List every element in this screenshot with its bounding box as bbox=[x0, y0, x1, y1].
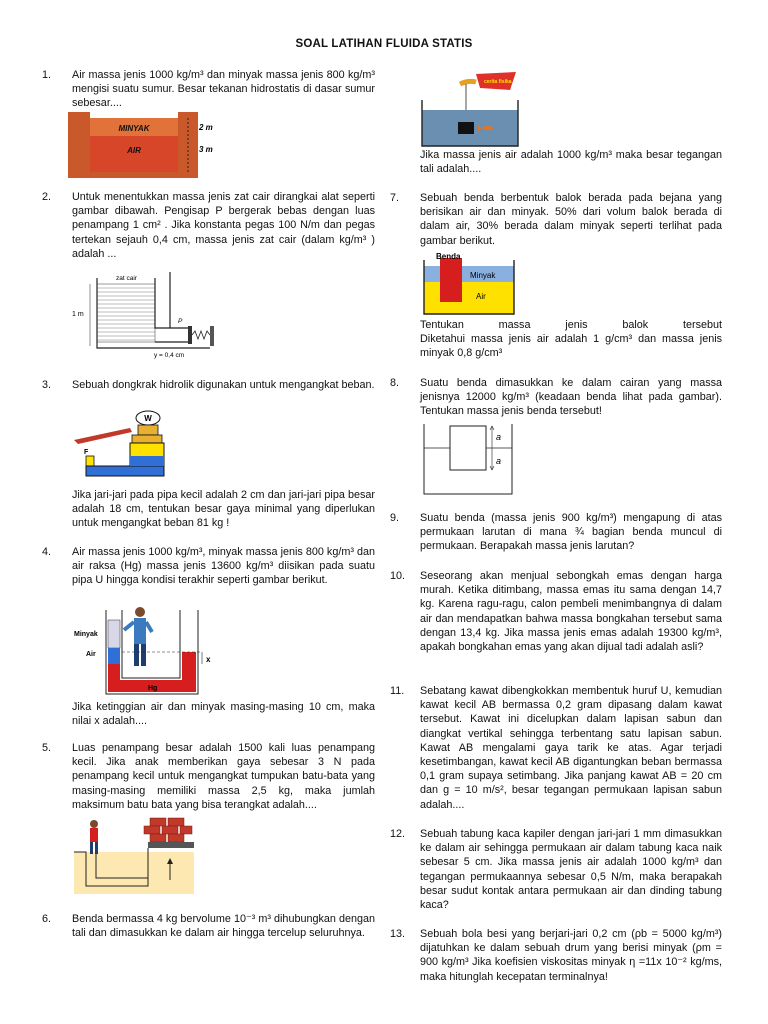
block bbox=[450, 426, 486, 470]
question-number: 3. bbox=[42, 379, 52, 391]
question-number: 5. bbox=[42, 742, 52, 754]
benda-label: Benda bbox=[436, 252, 461, 261]
question-number: 10. bbox=[390, 570, 406, 582]
page-title: SOAL LATIHAN FLUIDA STATIS bbox=[295, 38, 473, 50]
question-6 bbox=[42, 912, 375, 940]
brick-lift-figure bbox=[72, 816, 202, 896]
block bbox=[458, 122, 474, 134]
question-number: 11. bbox=[390, 685, 405, 697]
question-3 bbox=[42, 378, 375, 392]
question-7 bbox=[390, 191, 722, 248]
water-label: AIR bbox=[127, 146, 141, 155]
height-label-2: 3 m bbox=[199, 145, 213, 154]
question-5 bbox=[42, 741, 375, 812]
question-number: 1. bbox=[42, 69, 52, 81]
question-8 bbox=[390, 376, 722, 419]
question-text: Suatu benda dimasukkan ke dalam cairan yang massa jenisnya 12000 kg/m³ (keadaan benda lihat pada gambar). Tentukan massa jenis benda tersebut! bbox=[420, 377, 722, 418]
question-12 bbox=[390, 827, 722, 912]
water-column bbox=[108, 648, 120, 664]
water-label: Air bbox=[86, 651, 96, 658]
question-11 bbox=[390, 684, 722, 812]
piston-label: P bbox=[178, 318, 183, 325]
oil-column bbox=[108, 620, 120, 648]
liquid-label: zat cair bbox=[116, 275, 137, 282]
weight-label: W bbox=[144, 414, 152, 423]
question-number: 2. bbox=[42, 191, 52, 203]
x-label: x bbox=[206, 655, 211, 664]
question-text: Sebuah dongkrak hidrolik digunakan untuk mengangkat beban. bbox=[72, 379, 375, 391]
a-label-bottom: a bbox=[496, 456, 502, 466]
piston-p bbox=[188, 326, 192, 344]
question-4 bbox=[42, 545, 375, 588]
person-icon bbox=[124, 607, 152, 666]
question-text: Sebatang kawat dibengkokkan membentuk huruf U, kemudian kawat kecil AB bermassa 0,2 gram dipasang dalam kawat tersebut. Kawat ini dicelupkan dalam lapisan sabun dan diangkat vertikal sehingga terbentang satu lapisan sabun. Kawat AB mengalami gaya tarik ke atas. Agar terjadi kesetimbangan, kawat kecil AB digantungkan beban bermassa 0,1 gram supaya setimbang. Jika panjang kawat AB = 20 cm dan g = 10 m/s², besar tegangan permukaan lapisan sabun adalah.... bbox=[420, 685, 722, 811]
question-text: Untuk menentukkan massa jenis zat cair dirangkai alat seperti gambar dibawah. Pengisap P bergerak bebas dengan luas penampang 1 cm² . Jika konstanta pegas 100 N/m dan pegas tertekan sejauh 0,4 cm, massa jenis zat cair (dalam kg/m³ ) adalah ... bbox=[72, 191, 375, 260]
brand-logo bbox=[476, 72, 516, 90]
oil-label: MINYAK bbox=[118, 124, 150, 133]
height-label: 1 m bbox=[72, 311, 84, 318]
question-text: Sebuah benda berbentuk balok berada pada bejana yang berisikan air dan minyak. 50% dari volum balok berada di dalam air, 30% berada dalam minyak seperti terlihat pada gambar berikut. bbox=[420, 192, 722, 247]
force-label: F bbox=[84, 449, 89, 456]
minyak-label: Minyak bbox=[470, 271, 496, 280]
block-oil-water-figure bbox=[420, 250, 520, 318]
mercury-label: Hg bbox=[148, 685, 158, 692]
question-text: Luas penampang besar adalah 1500 kali luas penampang kecil. Jika anak memberikan gaya sebesar 3 N pada penampang kecil untuk mengangkat tumpukan batu-bata yang masing-masing memiliki massa 2,5 kg, maka jumlah maksimum batu bata yang bisa terangkat adalah.... bbox=[72, 742, 375, 811]
question-3-caption: Jika jari-jari pada pipa kecil adalah 2 cm dan jari-jari pipa besar adalah 18 cm, tentukan besar gaya minimal yang diperlukan untuk mengangkat beban 81 kg ! bbox=[72, 489, 375, 530]
spring bbox=[192, 331, 210, 339]
hydraulic-jack-figure bbox=[74, 410, 184, 484]
air-label: Air bbox=[476, 292, 486, 301]
child-icon bbox=[90, 820, 98, 854]
height-label-1: 2 m bbox=[199, 123, 213, 132]
oil-label: Minyak bbox=[74, 631, 98, 638]
question-text: Sebuah tabung kaca kapiler dengan jari-jari 1 mm dimasukkan ke dalam air sehingga permukaan air dalam tabung kaca naik sebesar 5 cm. Jika massa jenis air adalah 1000 kg/m³ dan tegangan permukaannya sebesar 0,5 N/m, maka berapakah besar sudut kontak antara permukaan air dan dinding tabung kaca? bbox=[420, 828, 722, 912]
question-9 bbox=[390, 511, 722, 554]
question-text: Suatu benda (massa jenis 900 kg/m³) mengapung di atas permukaan larutan di mana ¾ bagian benda muncul di permukaan. Berapakah massa jenis larutan? bbox=[420, 512, 722, 553]
question-13 bbox=[390, 927, 722, 984]
question-6-caption: Jika massa jenis air adalah 1000 kg/m³ maka besar tegangan tali adalah.... bbox=[420, 149, 722, 176]
a-label-top: a bbox=[496, 432, 502, 442]
brand-logo-text: cerita fisika bbox=[484, 79, 512, 85]
floating-block-figure bbox=[420, 422, 520, 498]
u-tube-figure bbox=[72, 602, 222, 696]
question-4-caption: Jika ketinggian air dan minyak masing-masing 10 cm, maka nilai x adalah.... bbox=[72, 701, 375, 728]
question-2 bbox=[42, 190, 375, 261]
question-number: 6. bbox=[42, 913, 52, 925]
question-text: Air massa jenis 1000 kg/m³ dan minyak massa jenis 800 kg/m³ mengisi suatu sumur. Besar tekanan hidrostatis di dasar sumur sebesar.... bbox=[72, 69, 375, 110]
question-number: 8. bbox=[390, 377, 400, 389]
tank-spring-figure bbox=[70, 268, 240, 360]
displacement-label: y = 0,4 cm bbox=[154, 352, 185, 359]
question-7-caption-b: Diketahui massa jenis air adalah 1 g/cm³ dan massa jenis minyak 0,8 g/cm³ bbox=[420, 333, 722, 360]
well-figure bbox=[68, 112, 218, 178]
question-number: 13. bbox=[390, 928, 406, 940]
submerged-block-figure bbox=[420, 70, 520, 148]
question-7-caption-a: Tentukan massa jenis balok tersebut bbox=[420, 319, 722, 331]
question-text: Air massa jenis 1000 kg/m³, minyak massa jenis 800 kg/m³ dan air raksa (Hg) massa jenis 13600 kg/m³ diisikan pada suatu pipa U hingga kondisi terakhir seperti gambar berikut. bbox=[72, 546, 375, 587]
block bbox=[440, 258, 462, 302]
question-1 bbox=[42, 68, 375, 111]
bricks bbox=[144, 818, 192, 842]
question-text: Benda bermassa 4 kg bervolume 10⁻³ m³ dihubungkan dengan tali dan dimasukkan ke dalam air hingga tercelup seluruhnya. bbox=[72, 913, 375, 940]
question-number: 12. bbox=[390, 828, 406, 840]
question-number: 9. bbox=[390, 512, 400, 524]
question-10 bbox=[390, 569, 722, 654]
question-text: Seseorang akan menjual sebongkah emas dengan harga murah. Ketika ditimbang, massa emas itu sama dengan 14,7 kg. Karena ragu-ragu, calon pembeli menimbangnya di dalam air dan mendapatkan bahwa massa bongkahan tersebut sama dengan 13,4 kg. Jika massa jenis emas adalah 19300 kg/m³, apakah bongkahan emas yang akan dijual tadi adalah asli? bbox=[420, 570, 722, 654]
oil-layer bbox=[424, 266, 514, 282]
question-number: 7. bbox=[390, 192, 400, 204]
liquid-fill bbox=[97, 284, 155, 342]
question-number: 4. bbox=[42, 546, 52, 558]
water-layer bbox=[424, 282, 514, 314]
question-text: Sebuah bola besi yang berjari-jari 0,2 cm (ρb = 5000 kg/m³) dijatuhkan ke dalam sebuah drum yang berisi minyak (ρm = 900 kg/m³ Jika koefisien viskositas minyak η =11x 10⁻² kg/ms, maka hitunglah kecepatan terminalnya! bbox=[420, 928, 722, 983]
